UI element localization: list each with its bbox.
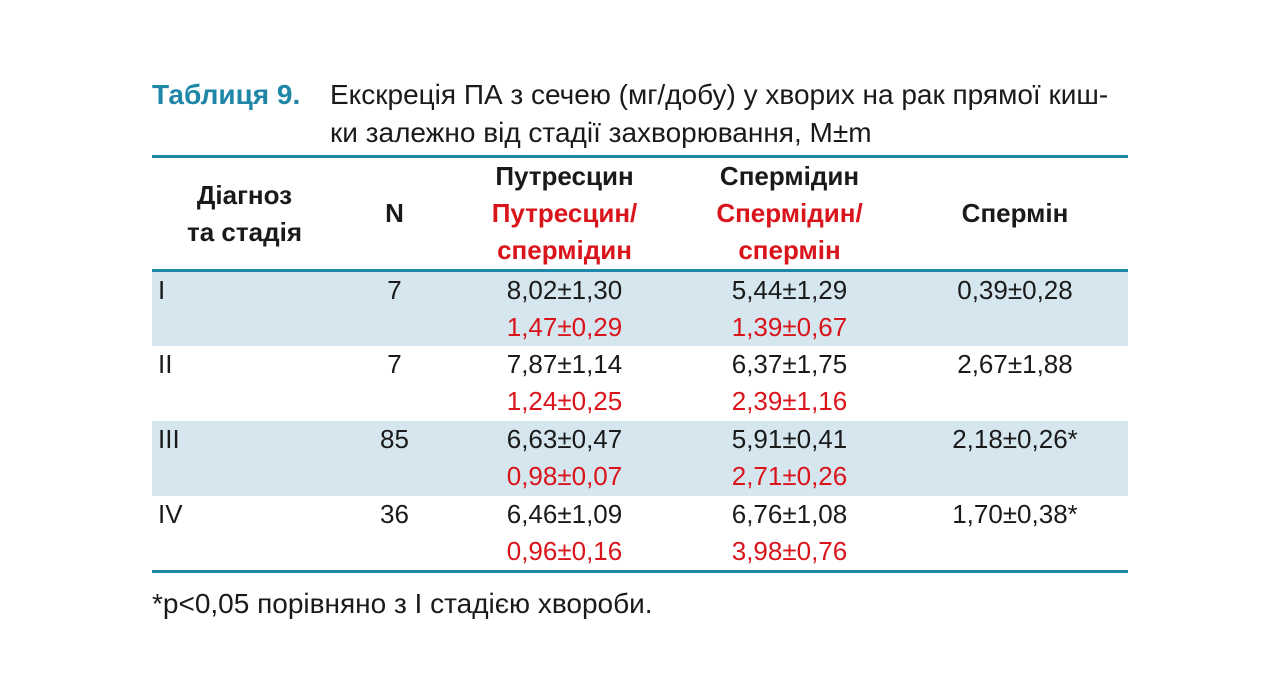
table-row — [152, 346, 1128, 421]
header-spermine: Спермін — [961, 198, 1069, 228]
cell-spermine: 0,39±0,28 — [957, 275, 1073, 305]
header-spermidine-ratio: Спермідин/ — [716, 198, 863, 228]
table-number: Таблиця 9. — [152, 79, 301, 110]
cell-n: 85 — [380, 424, 409, 454]
cell-spermidine: 6,76±1,08 3,98±0,76 — [677, 496, 902, 572]
table-header — [152, 157, 1128, 271]
cell-putrescine-ratio: 0,98±0,07 — [506, 461, 623, 491]
cell-stage: IV — [158, 499, 183, 529]
cell-stage: III — [158, 424, 180, 454]
table-body — [152, 271, 1128, 572]
header-row — [152, 157, 1128, 271]
cell-putrescine: 6,63±0,47 0,98±0,07 — [452, 421, 677, 496]
cell-spermidine-ratio: 1,39±0,67 — [731, 312, 848, 342]
cell-n: 7 — [387, 275, 402, 305]
cell-spermidine: 5,91±0,41 2,71±0,26 — [677, 421, 902, 496]
table-row — [152, 496, 1128, 572]
cell-putrescine-ratio: 1,24±0,25 — [506, 386, 623, 416]
header-putrescine-ratio: Путресцин/ — [491, 198, 638, 228]
cell-putrescine: 6,46±1,09 0,96±0,16 — [452, 496, 677, 572]
cell-n: 36 — [380, 499, 409, 529]
cell-putrescine-ratio: 1,47±0,29 — [506, 312, 623, 342]
cell-putrescine-ratio: 0,96±0,16 — [506, 536, 623, 566]
cell-stage: II — [158, 349, 173, 379]
cell-spermidine: 5,44±1,29 1,39±0,67 — [677, 271, 902, 347]
table-title — [330, 76, 1130, 152]
header-diagnosis: Діагноз та стадія — [187, 179, 302, 247]
table-title-line-2: ки залежно від стадії захворювання, M±m — [330, 117, 872, 148]
table-row — [152, 271, 1128, 347]
cell-spermine: 1,70±0,38* — [952, 499, 1078, 529]
cell-stage: I — [158, 275, 166, 305]
cell-n: 7 — [387, 349, 402, 379]
cell-putrescine: 7,87±1,14 1,24±0,25 — [452, 346, 677, 421]
header-putrescine: Путресцин Путресцин/ спермідин — [452, 157, 677, 271]
cell-spermine: 2,18±0,26* — [952, 424, 1078, 454]
cell-putrescine: 8,02±1,30 1,47±0,29 — [452, 271, 677, 347]
table-footnote: *p<0,05 порівняно з I стадією хвороби. — [152, 588, 653, 619]
header-n: N — [385, 198, 404, 228]
cell-spermidine-ratio: 3,98±0,76 — [731, 536, 848, 566]
cell-spermidine-ratio: 2,71±0,26 — [731, 461, 848, 491]
cell-spermine: 2,67±1,88 — [957, 349, 1073, 379]
table-title-line-1: Екскреція ПА з сечею (мг/добу) у хворих на рак прямої киш- — [330, 79, 1109, 110]
header-spermidine: Спермідин Спермідин/ спермін — [677, 157, 902, 271]
data-table — [152, 155, 1128, 573]
cell-spermidine-ratio: 2,39±1,16 — [731, 386, 848, 416]
table-row — [152, 421, 1128, 496]
cell-spermidine: 6,37±1,75 2,39±1,16 — [677, 346, 902, 421]
